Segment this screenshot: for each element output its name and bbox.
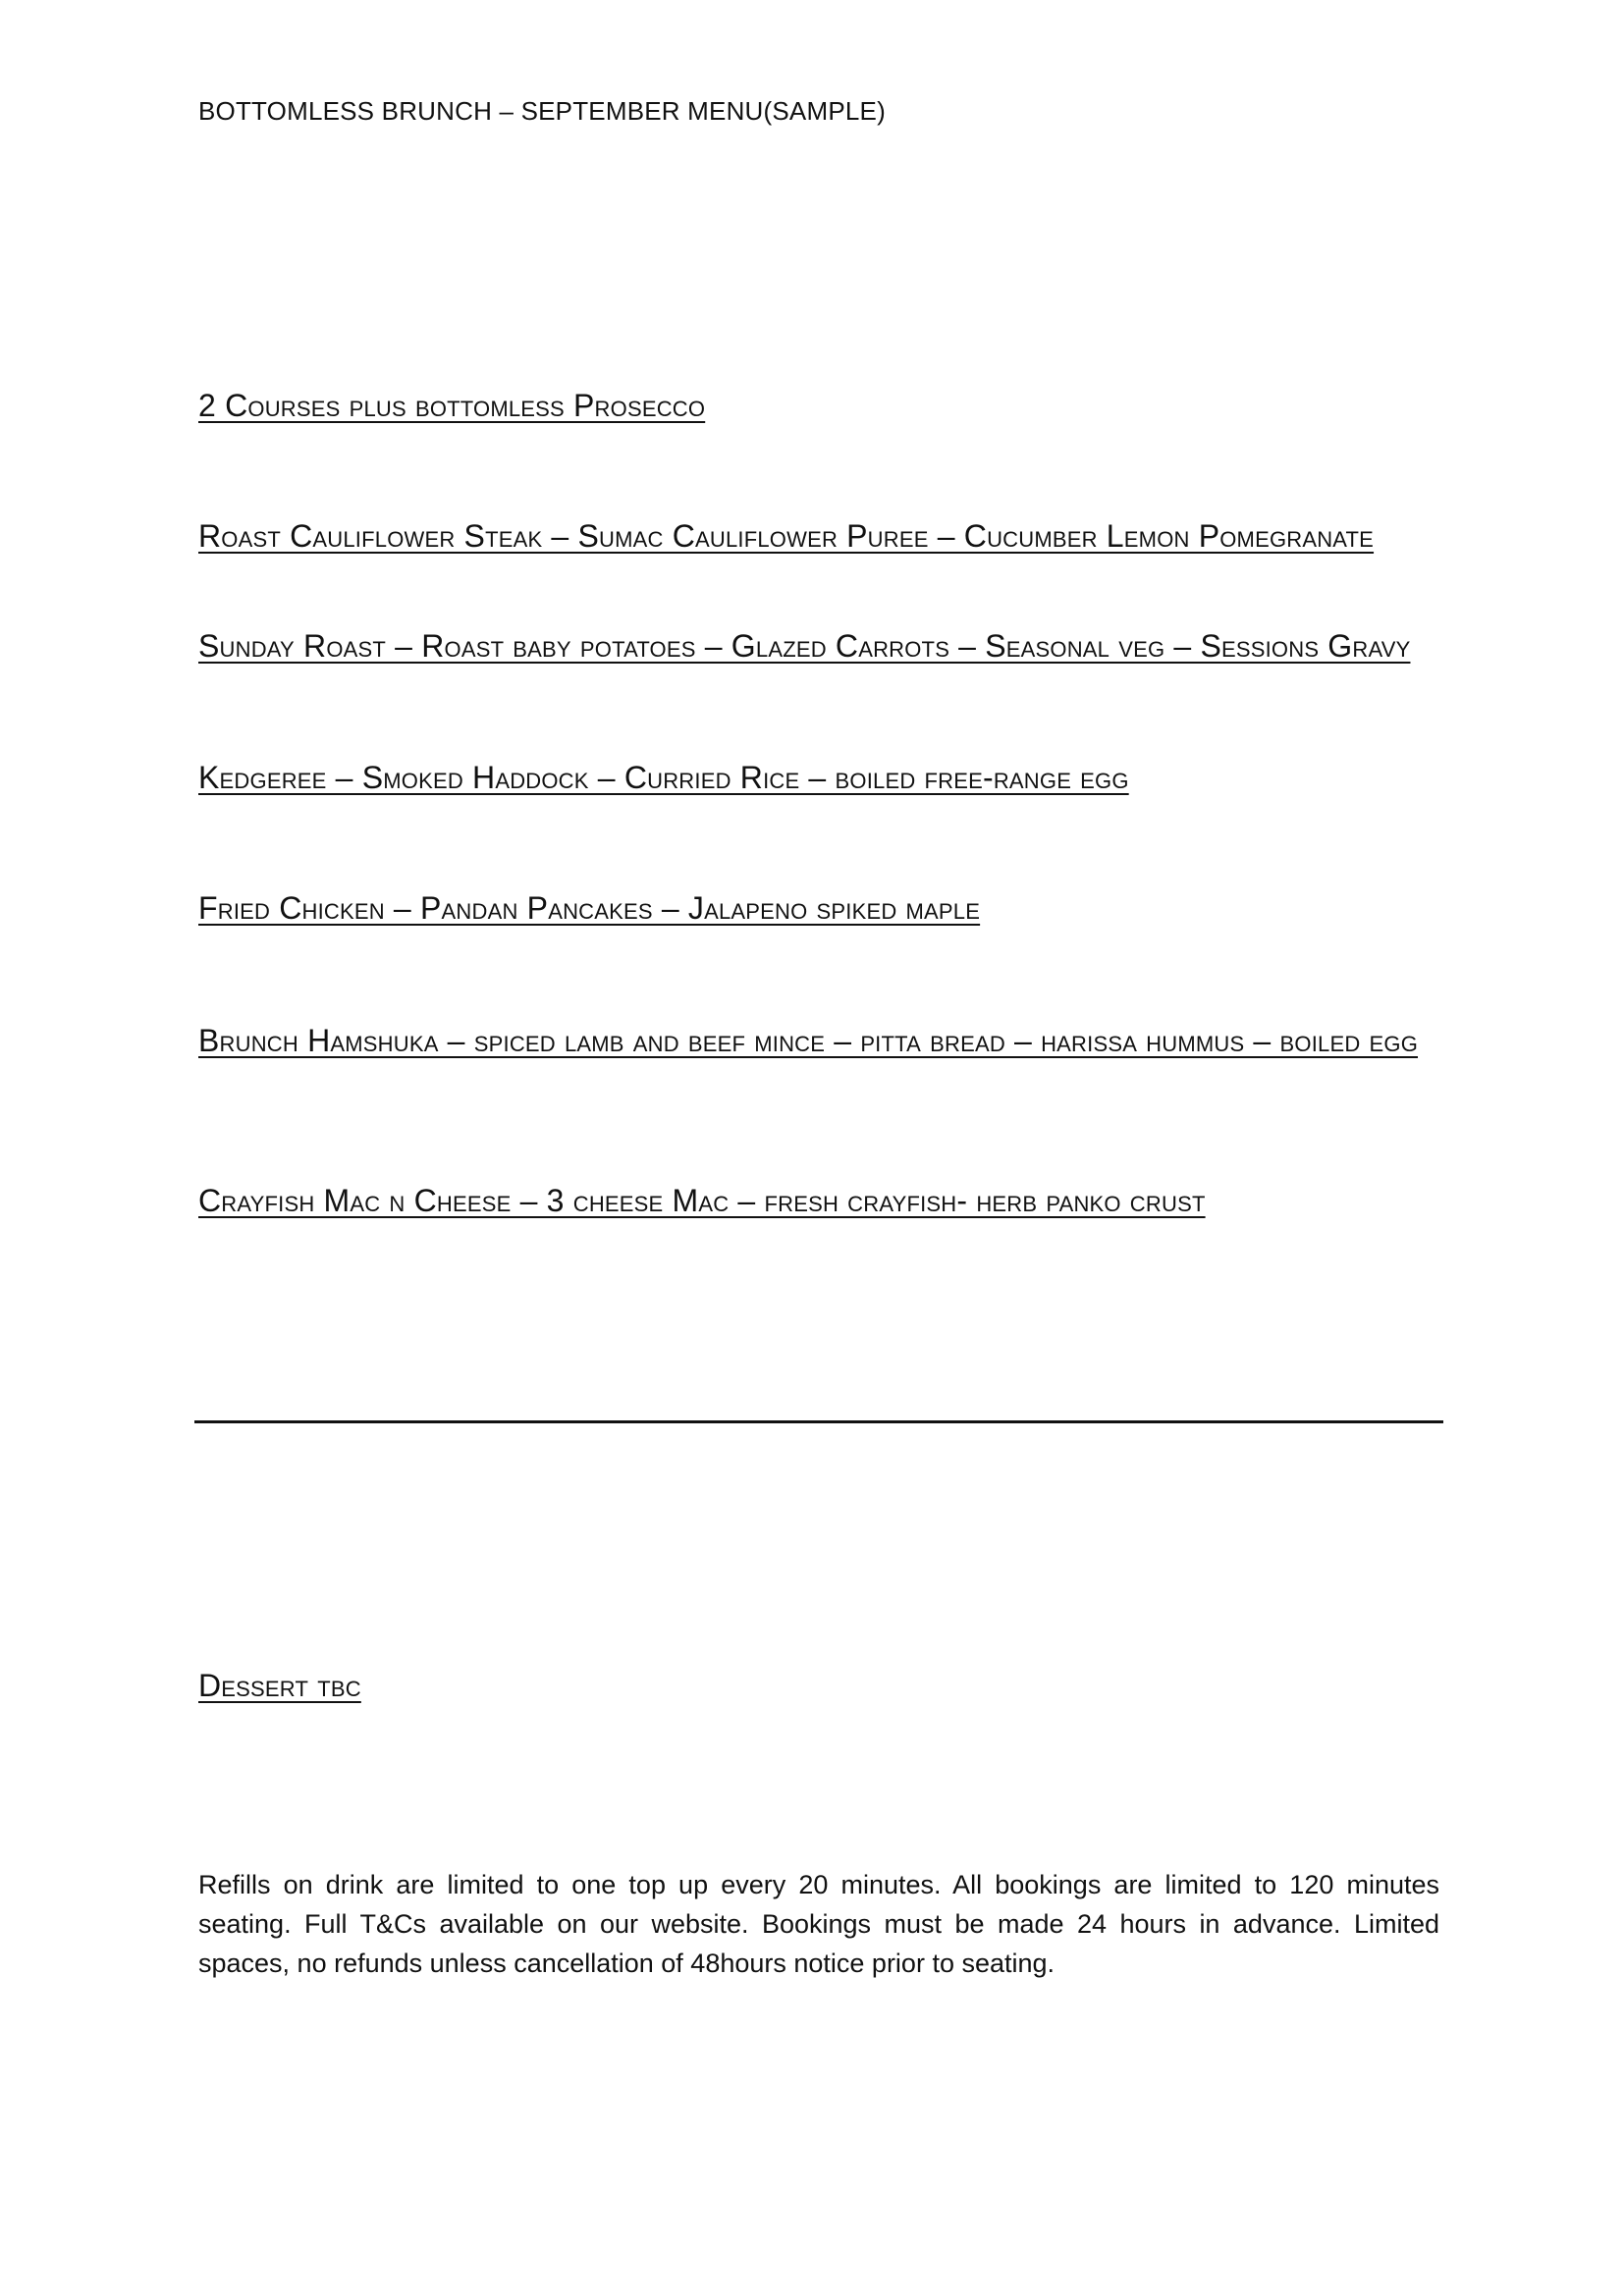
menu-item-kedgeree: Kedgeree – Smoked Haddock – Curried Rice – boiled free-range egg [198,760,1129,795]
menu-item-hamshuka: Brunch Hamshuka – spiced lamb and beef mince – pitta bread – harissa hummus – boiled egg [198,1023,1419,1058]
menu-item-sunday-roast: Sunday Roast – Roast baby potatoes – Glazed Carrots – Seasonal veg – Sessions Gravy [198,628,1411,664]
terms-paragraph: Refills on drink are limited to one top up every 20 minutes. All bookings are limited to 120 minutes seating. Full T&Cs available on our website. Bookings must be made 24 hours in advance. Limited spaces, no refunds unless cancellation of 48hours notice prior to seating. [198,1870,1439,1978]
menu-item-cauliflower: Roast Cauliflower Steak – Sumac Cauliflower Puree – Cucumber Lemon Pomegranate [198,518,1375,554]
menu-item-fried-chicken: Fried Chicken – Pandan Pancakes – Jalapeno spiked maple [198,890,981,926]
section-divider [194,1420,1443,1423]
page-title: BOTTOMLESS BRUNCH – SEPTEMBER MENU(SAMPLE) [198,96,886,126]
courses-heading: 2 Courses plus bottomless Prosecco [198,388,706,423]
menu-item-crayfish-mac: Crayfish Mac n Cheese – 3 cheese Mac – fresh crayfish- herb panko crust [198,1183,1206,1218]
dessert-heading: Dessert tbc [198,1668,361,1703]
